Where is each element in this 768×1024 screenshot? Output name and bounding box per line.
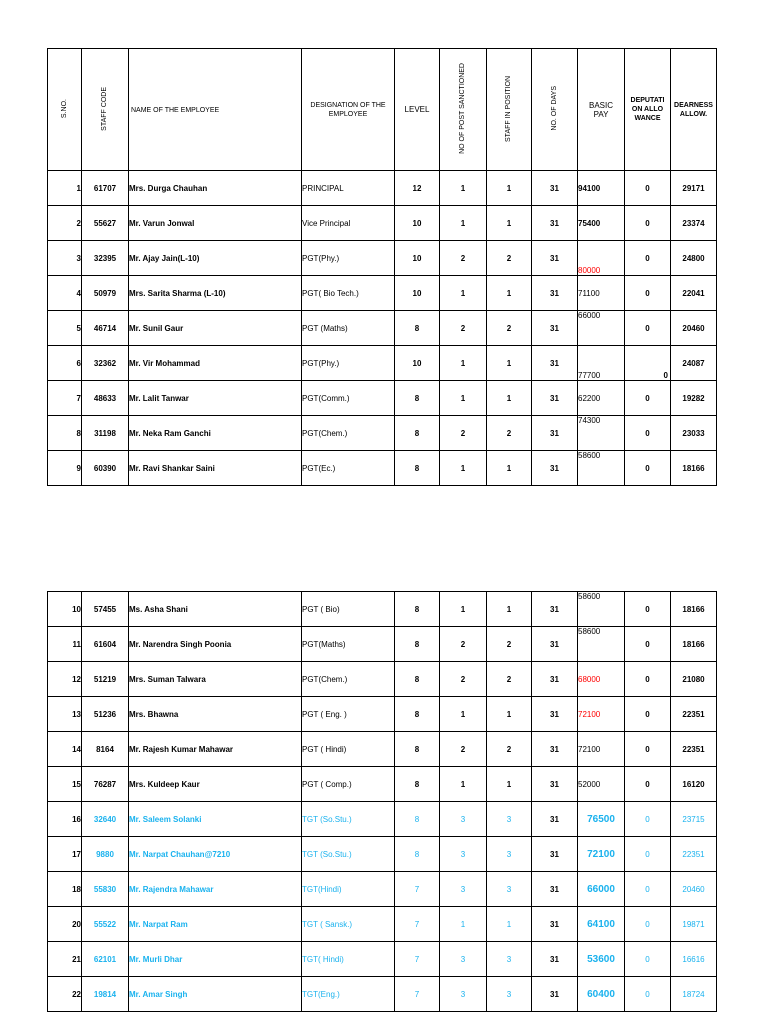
no-of-days: 31 [532, 381, 578, 416]
table-row [48, 276, 717, 311]
dearness-allowance: 23033 [671, 416, 717, 451]
basic-pay: 72100 [578, 837, 625, 872]
employee-name: Mr. Rajesh Kumar Mahawar [129, 732, 302, 767]
no-of-days: 31 [532, 802, 578, 837]
deputation-allowance: 0 [625, 416, 671, 451]
deputation-allowance: 0 [625, 767, 671, 802]
no-of-days: 31 [532, 311, 578, 346]
row-sno: 3 [48, 241, 82, 276]
table-row [48, 451, 717, 486]
table-row [48, 346, 717, 381]
deputation-allowance: 0 [625, 241, 671, 276]
basic-pay: 72100 [578, 697, 625, 732]
table-row [48, 977, 717, 1012]
level: 8 [395, 311, 440, 346]
dearness-allowance: 21080 [671, 662, 717, 697]
table-row [48, 697, 717, 732]
dearness-allowance: 23374 [671, 206, 717, 241]
level: 10 [395, 346, 440, 381]
posts-sanctioned: 2 [440, 627, 487, 662]
posts-sanctioned: 3 [440, 802, 487, 837]
dearness-allowance: 24800 [671, 241, 717, 276]
employee-name: Mr. Neka Ram Ganchi [129, 416, 302, 451]
designation: PGT ( Bio) [302, 592, 395, 627]
table-row [48, 802, 717, 837]
level: 8 [395, 381, 440, 416]
deputation-allowance: 0 [625, 451, 671, 486]
staff-code: 32640 [82, 802, 129, 837]
basic-pay: 71100 [578, 276, 625, 311]
designation: TGT ( Sansk.) [302, 907, 395, 942]
header-designation: DESIGNATION OF THE EMPLOYEE [302, 49, 395, 171]
posts-sanctioned: 3 [440, 977, 487, 1012]
staff-code: 51219 [82, 662, 129, 697]
table-row [48, 171, 717, 206]
row-sno: 17 [48, 837, 82, 872]
level: 7 [395, 942, 440, 977]
designation: PGT (Maths) [302, 311, 395, 346]
staff-code: 32395 [82, 241, 129, 276]
table-row [48, 381, 717, 416]
header-deputation-allowance: DEPUTATION ALLOWANCE [625, 49, 671, 171]
header-level: LEVEL [395, 49, 440, 171]
posts-sanctioned: 1 [440, 171, 487, 206]
dearness-allowance: 20460 [671, 872, 717, 907]
basic-pay: 60400 [578, 977, 625, 1012]
table-row [48, 872, 717, 907]
no-of-days: 31 [532, 942, 578, 977]
no-of-days: 31 [532, 206, 578, 241]
posts-sanctioned: 1 [440, 381, 487, 416]
posts-sanctioned: 2 [440, 662, 487, 697]
dearness-allowance: 18166 [671, 451, 717, 486]
basic-pay: 58600 [578, 451, 625, 486]
employee-name: Mrs. Suman Talwara [129, 662, 302, 697]
table-row [48, 416, 717, 451]
deputation-allowance: 0 [625, 977, 671, 1012]
designation: PGT ( Hindi) [302, 732, 395, 767]
designation: PGT(Maths) [302, 627, 395, 662]
designation: PGT(Phy.) [302, 346, 395, 381]
staff-in-position: 1 [487, 451, 532, 486]
dearness-allowance: 22351 [671, 837, 717, 872]
basic-pay: 72100 [578, 732, 625, 767]
staff-code: 48633 [82, 381, 129, 416]
staff-in-position: 1 [487, 381, 532, 416]
header-sno: S.NO. [48, 49, 82, 171]
header-row [48, 49, 717, 171]
designation: PRINCIPAL [302, 171, 395, 206]
table-row [48, 241, 717, 276]
row-sno: 16 [48, 802, 82, 837]
no-of-days: 31 [532, 767, 578, 802]
employee-name: Mr. Narendra Singh Poonia [129, 627, 302, 662]
posts-sanctioned: 2 [440, 241, 487, 276]
level: 12 [395, 171, 440, 206]
posts-sanctioned: 1 [440, 276, 487, 311]
posts-sanctioned: 2 [440, 732, 487, 767]
designation: TGT(Hindi) [302, 872, 395, 907]
deputation-allowance: 0 [625, 802, 671, 837]
level: 8 [395, 662, 440, 697]
deputation-allowance: 0 [625, 171, 671, 206]
employee-name: Mr. Saleem Solanki [129, 802, 302, 837]
employee-name: Mr. Sunil Gaur [129, 311, 302, 346]
staff-code: 19814 [82, 977, 129, 1012]
row-sno: 7 [48, 381, 82, 416]
row-sno: 4 [48, 276, 82, 311]
dearness-allowance: 19871 [671, 907, 717, 942]
staff-code: 55627 [82, 206, 129, 241]
no-of-days: 31 [532, 627, 578, 662]
staff-in-position: 2 [487, 416, 532, 451]
posts-sanctioned: 1 [440, 697, 487, 732]
header-days: NO. OF DAYS [532, 49, 578, 171]
header-basic-pay: BASIC PAY [578, 49, 625, 171]
employee-name: Mr. Rajendra Mahawar [129, 872, 302, 907]
dearness-allowance: 23715 [671, 802, 717, 837]
posts-sanctioned: 2 [440, 416, 487, 451]
designation: TGT (So.Stu.) [302, 802, 395, 837]
no-of-days: 31 [532, 662, 578, 697]
level: 8 [395, 592, 440, 627]
staff-in-position: 1 [487, 206, 532, 241]
staff-in-position: 1 [487, 767, 532, 802]
level: 7 [395, 907, 440, 942]
designation: PGT(Chem.) [302, 662, 395, 697]
dearness-allowance: 29171 [671, 171, 717, 206]
row-sno: 13 [48, 697, 82, 732]
staff-code: 32362 [82, 346, 129, 381]
deputation-allowance: 0 [625, 732, 671, 767]
staff-code: 51236 [82, 697, 129, 732]
basic-pay: 77700 [578, 346, 625, 381]
staff-code: 46714 [82, 311, 129, 346]
deputation-allowance: 0 [625, 907, 671, 942]
level: 8 [395, 416, 440, 451]
row-sno: 11 [48, 627, 82, 662]
designation: PGT(Ec.) [302, 451, 395, 486]
basic-pay: 66000 [578, 311, 625, 346]
employee-name: Mr. Lalit Tanwar [129, 381, 302, 416]
dearness-allowance: 22351 [671, 732, 717, 767]
staff-code: 55830 [82, 872, 129, 907]
header-staff-code: STAFF CODE [82, 49, 129, 171]
basic-pay: 80000 [578, 241, 625, 276]
level: 8 [395, 451, 440, 486]
table-row [48, 662, 717, 697]
no-of-days: 31 [532, 416, 578, 451]
header-name: NAME OF THE EMPLOYEE [129, 49, 302, 171]
basic-pay: 66000 [578, 872, 625, 907]
table-row [48, 732, 717, 767]
deputation-allowance: 0 [625, 837, 671, 872]
posts-sanctioned: 1 [440, 767, 487, 802]
no-of-days: 31 [532, 732, 578, 767]
table-row [48, 907, 717, 942]
staff-in-position: 2 [487, 311, 532, 346]
dearness-allowance: 18724 [671, 977, 717, 1012]
dearness-allowance: 18166 [671, 627, 717, 662]
designation: Vice Principal [302, 206, 395, 241]
level: 8 [395, 697, 440, 732]
row-sno: 21 [48, 942, 82, 977]
no-of-days: 31 [532, 171, 578, 206]
staff-in-position: 2 [487, 241, 532, 276]
basic-pay: 58600 [578, 592, 625, 627]
deputation-allowance: 0 [625, 662, 671, 697]
no-of-days: 31 [532, 697, 578, 732]
level: 7 [395, 977, 440, 1012]
employee-name: Mr. Amar Singh [129, 977, 302, 1012]
designation: PGT( Bio Tech.) [302, 276, 395, 311]
staff-code: 50979 [82, 276, 129, 311]
employee-name: Mrs. Durga Chauhan [129, 171, 302, 206]
deputation-allowance: 0 [625, 276, 671, 311]
level: 8 [395, 767, 440, 802]
deputation-allowance: 0 [625, 381, 671, 416]
deputation-allowance: 0 [625, 942, 671, 977]
designation: TGT( Hindi) [302, 942, 395, 977]
staff-in-position: 2 [487, 732, 532, 767]
level: 7 [395, 872, 440, 907]
posts-sanctioned: 1 [440, 206, 487, 241]
basic-pay: 62200 [578, 381, 625, 416]
row-sno: 12 [48, 662, 82, 697]
staff-code: 57455 [82, 592, 129, 627]
deputation-allowance: 0 [625, 627, 671, 662]
staff-code: 9880 [82, 837, 129, 872]
no-of-days: 31 [532, 907, 578, 942]
staff-in-position: 1 [487, 697, 532, 732]
employee-name: Mr. Ravi Shankar Saini [129, 451, 302, 486]
posts-sanctioned: 1 [440, 592, 487, 627]
staff-in-position: 1 [487, 346, 532, 381]
employee-name: Mr. Narpat Ram [129, 907, 302, 942]
designation: TGT (So.Stu.) [302, 837, 395, 872]
row-sno: 5 [48, 311, 82, 346]
deputation-allowance: 0 [625, 311, 671, 346]
level: 8 [395, 732, 440, 767]
posts-sanctioned: 2 [440, 311, 487, 346]
employee-name: Mr. Ajay Jain(L-10) [129, 241, 302, 276]
row-sno: 2 [48, 206, 82, 241]
basic-pay: 75400 [578, 206, 625, 241]
staff-in-position: 1 [487, 907, 532, 942]
table-row [48, 942, 717, 977]
staff-code: 76287 [82, 767, 129, 802]
dearness-allowance: 16616 [671, 942, 717, 977]
employee-name: Mr. Varun Jonwal [129, 206, 302, 241]
level: 10 [395, 206, 440, 241]
staff-table-bottom [47, 591, 717, 1012]
basic-pay: 53600 [578, 942, 625, 977]
staff-code: 61604 [82, 627, 129, 662]
designation: PGT ( Comp.) [302, 767, 395, 802]
dearness-allowance: 24087 [671, 346, 717, 381]
no-of-days: 31 [532, 837, 578, 872]
basic-pay: 64100 [578, 907, 625, 942]
posts-sanctioned: 3 [440, 837, 487, 872]
employee-name: Mr. Narpat Chauhan@7210 [129, 837, 302, 872]
staff-in-position: 3 [487, 802, 532, 837]
table-row [48, 627, 717, 662]
no-of-days: 31 [532, 872, 578, 907]
header-staff-in-position: STAFF IN POSITION [487, 49, 532, 171]
dearness-allowance: 22041 [671, 276, 717, 311]
basic-pay: 76500 [578, 802, 625, 837]
deputation-allowance: 0 [625, 206, 671, 241]
basic-pay: 58600 [578, 627, 625, 662]
staff-code: 55522 [82, 907, 129, 942]
table-row [48, 837, 717, 872]
row-sno: 6 [48, 346, 82, 381]
row-sno: 18 [48, 872, 82, 907]
deputation-allowance: 0 [625, 346, 671, 381]
row-sno: 15 [48, 767, 82, 802]
designation: TGT(Eng.) [302, 977, 395, 1012]
level: 10 [395, 276, 440, 311]
posts-sanctioned: 1 [440, 346, 487, 381]
employee-name: Mr. Murli Dhar [129, 942, 302, 977]
employee-name: Mrs. Kuldeep Kaur [129, 767, 302, 802]
staff-code: 62101 [82, 942, 129, 977]
staff-in-position: 3 [487, 977, 532, 1012]
staff-in-position: 3 [487, 942, 532, 977]
table-row [48, 311, 717, 346]
staff-code: 61707 [82, 171, 129, 206]
no-of-days: 31 [532, 592, 578, 627]
designation: PGT(Chem.) [302, 416, 395, 451]
staff-code: 60390 [82, 451, 129, 486]
designation: PGT ( Eng. ) [302, 697, 395, 732]
row-sno: 20 [48, 907, 82, 942]
table-row [48, 767, 717, 802]
staff-in-position: 3 [487, 837, 532, 872]
staff-table-top [47, 48, 717, 486]
basic-pay: 94100 [578, 171, 625, 206]
employee-name: Mrs. Sarita Sharma (L-10) [129, 276, 302, 311]
employee-name: Mrs. Bhawna [129, 697, 302, 732]
dearness-allowance: 16120 [671, 767, 717, 802]
header-posts-sanctioned: NO OF POST SANCTIONED [440, 49, 487, 171]
no-of-days: 31 [532, 451, 578, 486]
dearness-allowance: 20460 [671, 311, 717, 346]
row-sno: 14 [48, 732, 82, 767]
table-row [48, 592, 717, 627]
table-row [48, 206, 717, 241]
no-of-days: 31 [532, 346, 578, 381]
staff-in-position: 2 [487, 627, 532, 662]
header-dearness-allowance: DEARNESS ALLOW. [671, 49, 717, 171]
designation: PGT(Phy.) [302, 241, 395, 276]
staff-in-position: 3 [487, 872, 532, 907]
staff-in-position: 1 [487, 276, 532, 311]
basic-pay: 52000 [578, 767, 625, 802]
no-of-days: 31 [532, 241, 578, 276]
dearness-allowance: 19282 [671, 381, 717, 416]
employee-name: Ms. Asha Shani [129, 592, 302, 627]
row-sno: 8 [48, 416, 82, 451]
staff-code: 8164 [82, 732, 129, 767]
staff-in-position: 2 [487, 662, 532, 697]
row-sno: 10 [48, 592, 82, 627]
deputation-allowance: 0 [625, 592, 671, 627]
deputation-allowance: 0 [625, 872, 671, 907]
row-sno: 1 [48, 171, 82, 206]
dearness-allowance: 18166 [671, 592, 717, 627]
level: 8 [395, 802, 440, 837]
posts-sanctioned: 1 [440, 907, 487, 942]
posts-sanctioned: 1 [440, 451, 487, 486]
row-sno: 22 [48, 977, 82, 1012]
basic-pay: 68000 [578, 662, 625, 697]
no-of-days: 31 [532, 276, 578, 311]
level: 10 [395, 241, 440, 276]
posts-sanctioned: 3 [440, 872, 487, 907]
basic-pay: 74300 [578, 416, 625, 451]
staff-code: 31198 [82, 416, 129, 451]
dearness-allowance: 22351 [671, 697, 717, 732]
staff-in-position: 1 [487, 171, 532, 206]
level: 8 [395, 837, 440, 872]
row-sno: 9 [48, 451, 82, 486]
deputation-allowance: 0 [625, 697, 671, 732]
employee-name: Mr. Vir Mohammad [129, 346, 302, 381]
no-of-days: 31 [532, 977, 578, 1012]
staff-in-position: 1 [487, 592, 532, 627]
level: 8 [395, 627, 440, 662]
designation: PGT(Comm.) [302, 381, 395, 416]
posts-sanctioned: 3 [440, 942, 487, 977]
